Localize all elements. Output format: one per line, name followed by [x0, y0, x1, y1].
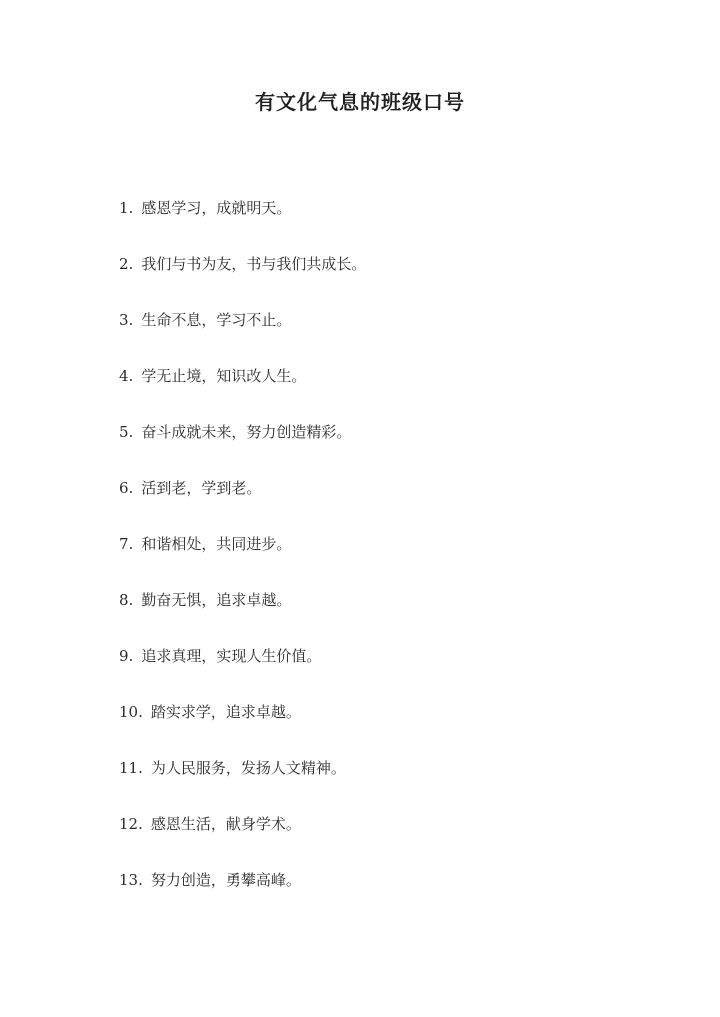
slogan-list [119, 196, 366, 924]
item-text: 勤奋无惧，追求卓越。 [141, 591, 292, 609]
item-number: 3. [119, 311, 134, 329]
item-number: 4. [119, 367, 134, 385]
item-text: 奋斗成就未来，努力创造精彩。 [141, 423, 352, 441]
list-item [119, 364, 366, 420]
item-text: 活到老，学到老。 [141, 479, 262, 497]
item-number: 13. [119, 871, 143, 889]
list-item [119, 532, 366, 588]
item-number: 10. [119, 703, 143, 721]
item-text: 学无止境，知识改人生。 [141, 367, 307, 385]
item-number: 8. [119, 591, 134, 609]
item-text: 感恩学习，成就明天。 [141, 199, 292, 217]
list-item [119, 756, 366, 812]
list-item [119, 252, 366, 308]
item-text: 为人民服务，发扬人文精神。 [150, 759, 346, 777]
list-item [119, 700, 366, 756]
list-item [119, 308, 366, 364]
item-number: 5. [119, 423, 134, 441]
list-item [119, 644, 366, 700]
item-number: 2. [119, 255, 134, 273]
item-text: 和谐相处，共同进步。 [141, 535, 292, 553]
list-item [119, 588, 366, 644]
page-title: 有文化气息的班级口号 [255, 90, 465, 114]
item-text: 努力创造，勇攀高峰。 [150, 871, 301, 889]
item-number: 1. [119, 199, 134, 217]
item-text: 我们与书为友，书与我们共成长。 [141, 255, 367, 273]
item-text: 生命不息，学习不止。 [141, 311, 292, 329]
item-number: 9. [119, 647, 134, 665]
item-number: 12. [119, 815, 143, 833]
list-item [119, 812, 366, 868]
list-item [119, 868, 366, 924]
list-item [119, 476, 366, 532]
item-text: 踏实求学，追求卓越。 [150, 703, 301, 721]
list-item [119, 420, 366, 476]
item-number: 11. [119, 759, 143, 777]
item-number: 7. [119, 535, 134, 553]
list-item [119, 196, 366, 252]
item-text: 感恩生活，献身学术。 [150, 815, 301, 833]
item-number: 6. [119, 479, 134, 497]
item-text: 追求真理，实现人生价值。 [141, 647, 322, 665]
